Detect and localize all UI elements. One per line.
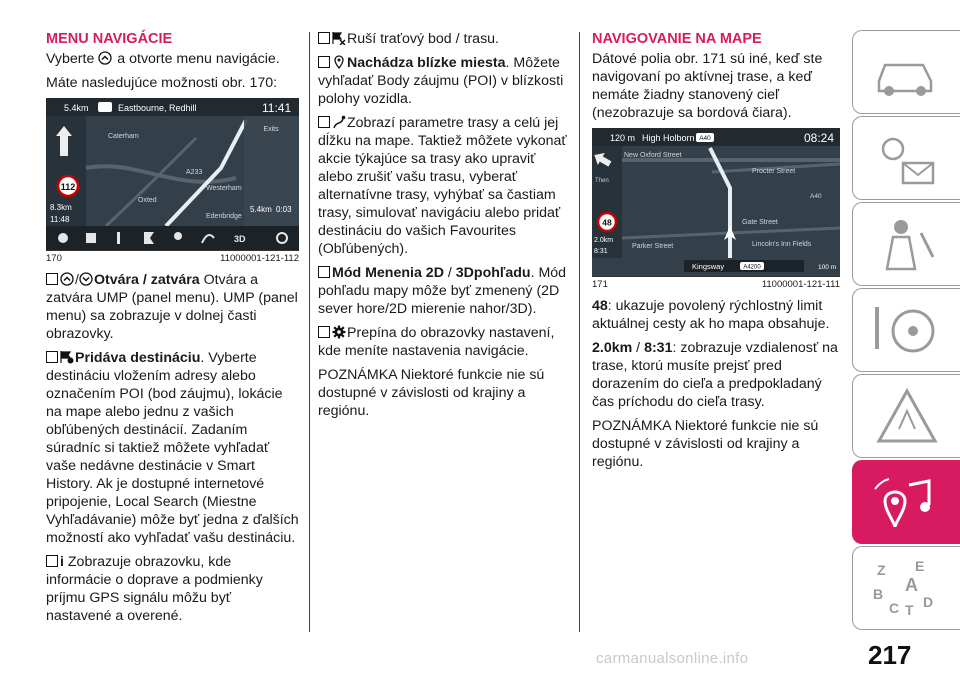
item-cancel-route: Ruší traťový bod / trasu. xyxy=(318,30,570,48)
index-icon xyxy=(871,557,941,621)
bullet-box xyxy=(46,351,58,363)
distance-time-paragraph: 2.0km / 8:31: zobrazuje vzdialenosť na trase, ktorú musíte prejsť pred dorazením do cieľa a predpokladaný čas príchodu do cieľa trasy. xyxy=(592,340,838,410)
svg-text:112: 112 xyxy=(60,182,76,192)
options-paragraph: Máte nasledujúce možnosti obr. 170: xyxy=(46,75,278,91)
tab-driving[interactable] xyxy=(852,288,960,372)
cancel-route-icon xyxy=(332,31,346,45)
column-left xyxy=(46,30,299,631)
bullet-box xyxy=(318,326,330,338)
column-middle xyxy=(318,30,570,426)
svg-text:08:24: 08:24 xyxy=(804,131,835,145)
svg-text:Parker Street: Parker Street xyxy=(632,243,674,250)
svg-text:Then: Then xyxy=(595,178,609,184)
navigation-menu-icon xyxy=(98,51,112,65)
svg-text:D: D xyxy=(923,594,934,610)
bullet-box xyxy=(46,555,58,567)
tab-emergency[interactable] xyxy=(852,374,960,458)
steering-wheel-icon xyxy=(871,299,941,363)
figure-caption: 171 11000001-121-111 xyxy=(592,279,840,290)
svg-text:A40: A40 xyxy=(810,193,822,200)
map-top-distance: 5.4km xyxy=(64,103,89,113)
column-divider xyxy=(309,32,310,632)
section-title-map: NAVIGOVANIE NA MAPE xyxy=(592,31,762,47)
svg-text:48: 48 xyxy=(602,217,612,228)
svg-text:New Oxford Street: New Oxford Street xyxy=(624,152,682,159)
route-icon xyxy=(332,115,346,129)
figure-170 xyxy=(46,98,299,264)
bullet-box xyxy=(318,266,330,278)
svg-text:8:31: 8:31 xyxy=(594,248,608,255)
breakdown-icon xyxy=(871,385,941,449)
svg-text:C: C xyxy=(889,600,900,616)
bullet-box xyxy=(318,116,330,128)
bullet-box xyxy=(318,56,330,68)
svg-text:A4200: A4200 xyxy=(743,264,761,271)
car-icon xyxy=(871,41,941,105)
bullet-box xyxy=(46,273,58,285)
menu-icon[interactable] xyxy=(58,233,68,243)
svg-text:120 m: 120 m xyxy=(610,133,636,143)
column-right xyxy=(592,30,844,477)
svg-text:0:03: 0:03 xyxy=(276,205,292,214)
seat-belt-icon xyxy=(871,213,941,277)
svg-text:Exits: Exits xyxy=(263,126,279,133)
svg-text:8.3km: 8.3km xyxy=(50,203,72,212)
note-paragraph: POZNÁMKA Niektoré funkcie nie sú dostupné v závislosti od krajiny a regiónu. xyxy=(318,367,545,419)
svg-text:Oxted: Oxted xyxy=(138,197,157,204)
add-destination-icon[interactable] xyxy=(86,233,96,243)
item-view-mode: Mód Menenia 2D / 3Dpohľadu. Mód pohľadu mapy môže byť zmenený (2D sever hore/2D mierenie nahor/3D). xyxy=(318,265,567,317)
column-divider xyxy=(579,32,580,632)
svg-text:Lincoln's Inn Fields: Lincoln's Inn Fields xyxy=(752,241,812,248)
tab-car[interactable] xyxy=(852,30,960,114)
item-settings: Prepína do obrazovky nastavení, kde meníte nastavenia navigácie. xyxy=(318,325,555,359)
tab-multimedia[interactable] xyxy=(852,460,960,544)
location-pin-icon xyxy=(332,55,346,69)
tab-warning-lights[interactable] xyxy=(852,116,960,200)
svg-text:A: A xyxy=(905,575,918,595)
open-menu-icon xyxy=(60,272,74,286)
svg-text:Westerham: Westerham xyxy=(206,185,242,192)
close-menu-icon xyxy=(79,272,93,286)
svg-text:Procter Street: Procter Street xyxy=(752,168,796,175)
multimedia-icon xyxy=(871,471,941,535)
svg-text:B: B xyxy=(873,586,884,602)
section-title-menu: MENU NAVIGÁCIE xyxy=(46,31,173,47)
figure-171 xyxy=(592,128,840,290)
watermark: carmanualsonline.info xyxy=(596,650,749,667)
view-mode-button[interactable]: 3D xyxy=(234,234,246,244)
nearby-places-icon[interactable] xyxy=(174,232,182,240)
tab-safety[interactable] xyxy=(852,202,960,286)
item-info: i Zobrazuje obrazovku, kde informácie o doprave a podmienky príjmu GPS signálu môžu byť nastavené a overené. xyxy=(46,554,263,624)
svg-text:E: E xyxy=(915,558,925,574)
info-icon: i xyxy=(60,554,64,570)
svg-text:5.4km: 5.4km xyxy=(250,205,272,214)
warning-lights-icon xyxy=(871,127,941,191)
svg-text:A40: A40 xyxy=(699,135,711,142)
add-destination-icon xyxy=(60,350,74,364)
figure-caption: 170 11000001-121-112 xyxy=(46,253,299,264)
item-add-destination: Pridáva destináciu. Vyberte destináciu vložením adresy alebo označením POI (bod záujmu), lokácie na mape alebo jednu z vašich obľúbených destinácií. Zadaním súradníc si taktiež môžete vyhľadať vaše nedávne destinácie v Smart History. Ak je dostupné internetové pripojenie, Local Search (Miestne Vyhľadávanie) môže byť jedna z ďalších možností ako vyhľadať vašu destináciu. xyxy=(46,350,299,546)
intro-paragraph: Vyberte a otvorte menu navigácie. xyxy=(46,51,280,67)
navigation-map-screenshot xyxy=(46,98,299,250)
item-open-close: / Otvára / zatvára Otvára a zatvára UMP (panel menu). UMP (panel menu) sa zobrazuje v dolnej časti obrazovky. xyxy=(46,272,298,342)
svg-text:Caterham: Caterham xyxy=(108,133,139,140)
page-number: 217 xyxy=(868,640,912,670)
item-nearby: Nachádza blízke miesta. Môžete vyhľadať Body záujmu (POI) v blízkosti polohy vozidla. xyxy=(318,55,564,107)
svg-text:Gate Street: Gate Street xyxy=(742,219,778,226)
settings-gear-icon xyxy=(332,325,346,339)
svg-text:100 m: 100 m xyxy=(818,264,837,271)
map-top-road: Eastbourne, Redhill xyxy=(118,103,197,113)
svg-text:Edenbridge: Edenbridge xyxy=(206,213,242,220)
map-clock: 11:41 xyxy=(262,101,292,115)
map-intro-paragraph: Dátové polia obr. 171 sú iné, keď ste navigovaní po aktívnej trase, a keď nemáte žiadny stanovený cieľ (nezobrazuje sa bordová čiara). xyxy=(592,51,823,121)
navigation-route-screenshot xyxy=(592,128,840,276)
svg-text:11:48: 11:48 xyxy=(50,215,70,224)
bullet-box xyxy=(318,32,330,44)
svg-text:Kingsway: Kingsway xyxy=(692,262,725,271)
svg-text:2.0km: 2.0km xyxy=(594,237,614,244)
svg-text:Z: Z xyxy=(877,562,886,578)
svg-text:High Holborn: High Holborn xyxy=(642,133,695,143)
svg-text:T: T xyxy=(905,602,914,618)
speed-limit-paragraph: 48: ukazuje povolený rýchlostný limit aktuálnej cesty ak ho mapa obsahuje. xyxy=(592,298,830,332)
note-paragraph: POZNÁMKA Niektoré funkcie nie sú dostupné v závislosti od krajiny a regiónu. xyxy=(592,418,819,470)
svg-text:A233: A233 xyxy=(186,169,203,176)
item-route-params: Zobrazí parametre trasy a celú jej dĺžku na mape. Taktiež môžete vykonať akcie týkajúce sa trasy ako upraviť alebo zrušiť vašu trasu, vyberať alternatívne trasy, vyhýbať sa častiam trasy, simulovať navigáciu alebo pridať destináciu do vašich Favourites (Obľúbených). xyxy=(318,115,567,257)
tab-index[interactable] xyxy=(852,546,960,630)
info-icon[interactable] xyxy=(117,232,120,244)
